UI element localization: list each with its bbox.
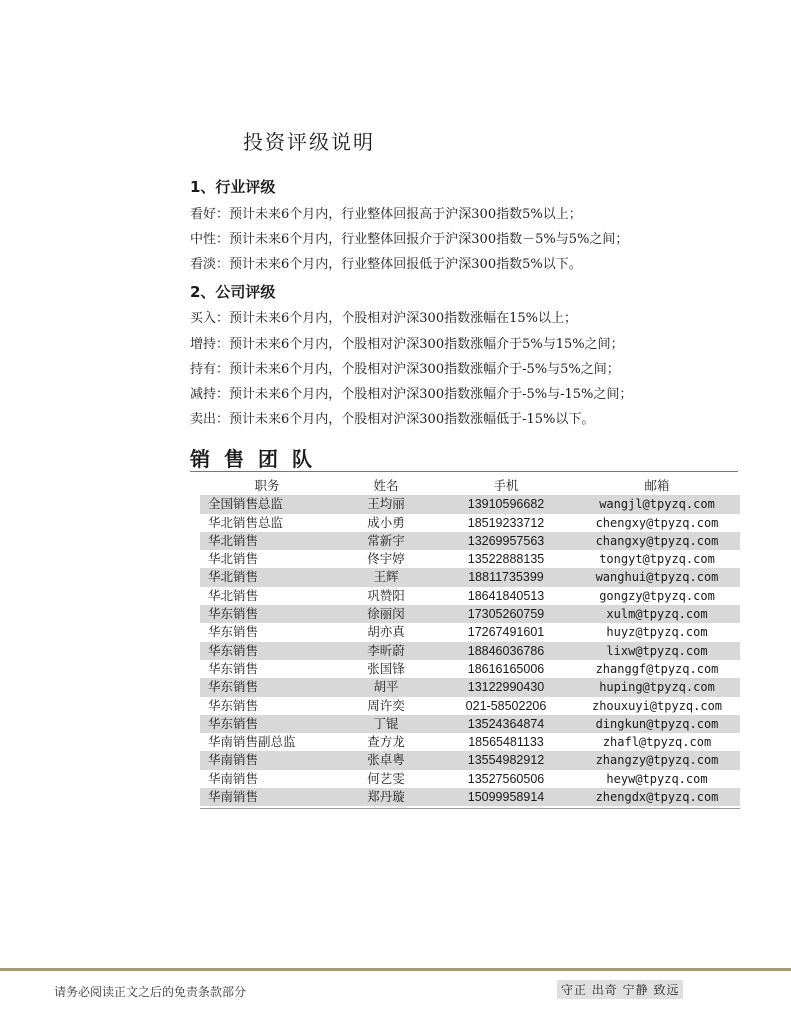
table-row (200, 568, 740, 586)
table-header (200, 477, 740, 495)
table-row (200, 678, 740, 696)
industry-rating-heading: 1、行业评级 (190, 178, 276, 196)
table-row (200, 550, 740, 568)
cell-title: 华东销售 (208, 697, 259, 713)
cell-name: 丁锟 (373, 715, 399, 731)
cell-phone: 13527560506 (467, 771, 545, 786)
cell-phone: 13269957563 (467, 533, 545, 548)
company-rating-line: 买入：预计未来6个月内，个股相对沪深300指数涨幅在15%以上； (190, 311, 577, 326)
cell-phone: 18846036786 (467, 643, 545, 658)
cell-email: xulm@tpyzq.com (606, 607, 708, 622)
industry-rating-line: 中性：预计未来6个月内，行业整体回报介于沪深300指数－5%与5%之间； (190, 232, 629, 247)
cell-phone: 18641840513 (467, 588, 545, 603)
cell-title: 华北销售 (208, 569, 259, 585)
cell-name: 张国锋 (367, 660, 405, 676)
cell-name: 周许奕 (367, 697, 405, 713)
table-row (200, 532, 740, 550)
cell-name: 胡亦真 (367, 624, 405, 640)
footer-divider (0, 968, 791, 971)
cell-name: 徐丽闵 (367, 606, 405, 622)
cell-email: dingkun@tpyzq.com (595, 716, 719, 731)
table-row (200, 788, 740, 806)
cell-name: 张卓粤 (367, 752, 405, 768)
column-header-name: 姓名 (373, 478, 399, 493)
cell-name: 常新宇 (367, 532, 405, 548)
cell-title: 全国销售总监 (208, 496, 284, 512)
company-rating-line: 减持：预计未来6个月内，个股相对沪深300指数涨幅介于-5%与-15%之间； (190, 387, 633, 402)
cell-email: wangjl@tpyzq.com (599, 497, 715, 512)
cell-email: zhouxuyi@tpyzq.com (591, 698, 723, 713)
cell-email: gongzy@tpyzq.com (599, 588, 715, 603)
cell-name: 王辉 (373, 569, 399, 585)
cell-email: huping@tpyzq.com (599, 680, 715, 695)
cell-title: 华南销售 (208, 789, 259, 805)
sales-team-heading: 销售团队 (190, 447, 326, 471)
company-rating-line: 增持：预计未来6个月内，个股相对沪深300指数涨幅介于5%与15%之间； (190, 337, 624, 352)
divider (190, 471, 738, 472)
industry-rating-line: 看淡：预计未来6个月内，行业整体回报低于沪深300指数5%以下。 (190, 257, 582, 272)
sales-team-table (200, 477, 740, 806)
cell-phone: 13910596682 (467, 497, 545, 512)
table-row (200, 623, 740, 641)
cell-email: chengxy@tpyzq.com (595, 515, 719, 530)
cell-title: 华北销售 (208, 551, 259, 567)
column-header-title: 职务 (254, 478, 280, 493)
page-title: 投资评级说明 (243, 130, 375, 154)
cell-email: heyw@tpyzq.com (606, 771, 708, 786)
cell-title: 华东销售 (208, 606, 259, 622)
column-header-email: 邮箱 (644, 478, 670, 493)
cell-title: 华北销售 (208, 532, 259, 548)
table-row (200, 495, 740, 513)
cell-email: tongyt@tpyzq.com (599, 552, 715, 567)
cell-email: zhangzy@tpyzq.com (595, 753, 719, 768)
cell-name: 查方龙 (367, 734, 405, 750)
cell-title: 华南销售副总监 (208, 734, 296, 750)
cell-title: 华东销售 (208, 624, 259, 640)
cell-phone: 18519233712 (467, 515, 545, 530)
table-row (200, 605, 740, 623)
cell-name: 王均丽 (367, 496, 405, 512)
footer-disclaimer: 请务必阅读正文之后的免责条款部分 (54, 985, 247, 999)
cell-email: huyz@tpyzq.com (606, 625, 708, 640)
table-row (200, 514, 740, 532)
cell-email: lixw@tpyzq.com (606, 643, 708, 658)
cell-phone: 13122990430 (467, 680, 545, 695)
table-row (200, 642, 740, 660)
table-row (200, 697, 740, 715)
cell-title: 华东销售 (208, 660, 259, 676)
cell-title: 华南销售 (208, 752, 259, 768)
company-rating-heading: 2、公司评级 (190, 283, 276, 301)
table-row (200, 660, 740, 678)
cell-name: 胡平 (373, 679, 399, 695)
cell-name: 佟宇婷 (367, 551, 405, 567)
table-body (200, 495, 740, 806)
cell-phone: 021-58502206 (465, 698, 547, 713)
table-row (200, 587, 740, 605)
cell-phone: 13524364874 (467, 716, 545, 731)
table-row (200, 715, 740, 733)
cell-phone: 13554982912 (467, 753, 545, 768)
cell-name: 巩赞阳 (367, 587, 405, 603)
divider (200, 808, 740, 809)
footer-motto: 守正 出奇 宁静 致远 (557, 980, 683, 999)
cell-phone: 13522888135 (467, 552, 545, 567)
cell-title: 华东销售 (208, 642, 259, 658)
cell-name: 成小勇 (367, 514, 405, 530)
company-rating-line: 持有：预计未来6个月内，个股相对沪深300指数涨幅介于-5%与5%之间； (190, 362, 620, 377)
cell-title: 华北销售总监 (208, 514, 284, 530)
cell-name: 郑丹璇 (367, 789, 405, 805)
cell-phone: 18811735399 (468, 570, 544, 585)
table-row (200, 770, 740, 788)
cell-phone: 18565481133 (468, 735, 544, 750)
industry-rating-line: 看好：预计未来6个月内，行业整体回报高于沪深300指数5%以上； (190, 207, 582, 222)
table-row (200, 733, 740, 751)
cell-email: zhafl@tpyzq.com (602, 735, 712, 750)
cell-phone: 17305260759 (467, 607, 545, 622)
cell-phone: 18616165006 (467, 661, 545, 676)
cell-title: 华北销售 (208, 587, 259, 603)
table-row (200, 751, 740, 769)
cell-email: changxy@tpyzq.com (595, 533, 719, 548)
cell-phone: 15099958914 (467, 790, 545, 805)
cell-title: 华东销售 (208, 679, 259, 695)
column-header-phone: 手机 (493, 479, 519, 493)
cell-email: zhengdx@tpyzq.com (595, 790, 719, 805)
cell-phone: 17267491601 (467, 625, 545, 640)
cell-name: 李昕蔚 (367, 642, 405, 658)
cell-name: 何艺雯 (367, 770, 405, 786)
cell-title: 华南销售 (208, 770, 259, 786)
company-rating-line: 卖出：预计未来6个月内，个股相对沪深300指数涨幅低于-15%以下。 (190, 412, 595, 427)
cell-email: wanghui@tpyzq.com (595, 570, 719, 585)
cell-email: zhanggf@tpyzq.com (595, 661, 719, 676)
cell-title: 华东销售 (208, 715, 259, 731)
